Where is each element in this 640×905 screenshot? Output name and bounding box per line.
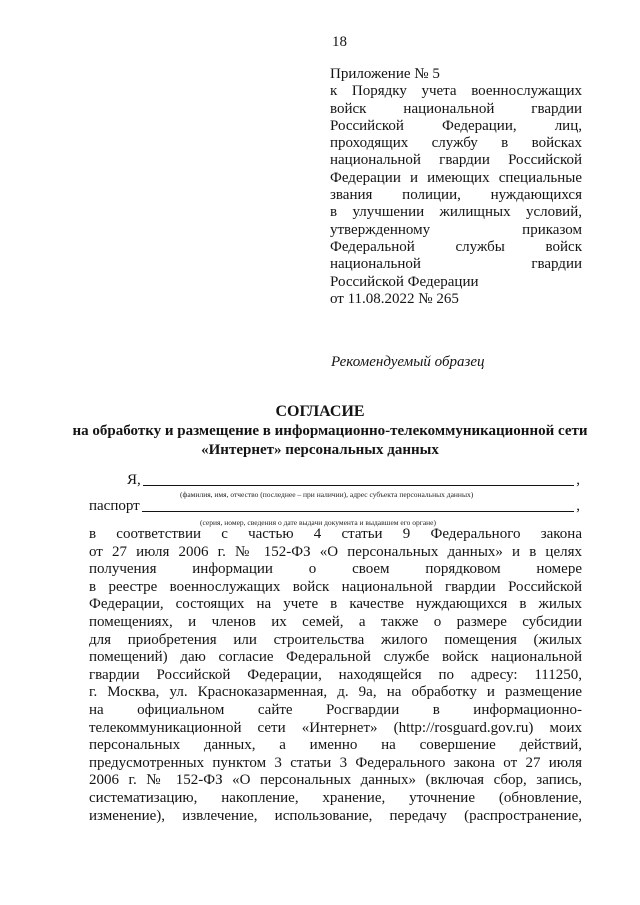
body-line: помещениях, и членов их семей, а также о размере субсидии [89, 613, 582, 630]
sample-label: Рекомендуемый образец [331, 354, 485, 370]
appendix-line: к Порядку учета военнослужащих [330, 83, 582, 100]
body-line: от 27 июля 2006 г. № 152-ФЗ «О персональных данных» и в целях [89, 543, 582, 560]
body-line: на официальном сайте Росгвардии в информационно- [89, 701, 582, 718]
appendix-line: утвержденному приказом [330, 221, 582, 238]
appendix-line: в улучшении жилищных условий, [330, 204, 582, 221]
passport-field-end: , [576, 498, 580, 514]
body-line: телекоммуникационной сети «Интернет» (http://rosguard.gov.ru) моих [89, 719, 582, 736]
appendix-line: войск национальной гвардии [330, 100, 582, 117]
body-line: систематизацию, накопление, хранение, уточнение (обновление, [89, 789, 582, 806]
passport-field-label: паспорт [89, 498, 140, 514]
body-line: получения информации о своем порядковом номере [89, 561, 582, 578]
appendix-line: звания полиции, нуждающихся [330, 187, 582, 204]
appendix-line: национальной гвардии [330, 256, 582, 273]
body-line: для приобретения или строительства жилого помещения (жилых [89, 631, 582, 648]
name-field-end: , [576, 472, 580, 488]
appendix-line: Федерации и имеющих специальные [330, 169, 582, 186]
body-line: Федерации, состоящих на учете в качестве нуждающихся в жилых [89, 596, 582, 613]
appendix-line: Российской Федерации [330, 273, 479, 290]
name-field-line[interactable] [143, 471, 574, 486]
page-number: 18 [332, 34, 347, 50]
body-line: гвардии Российской Федерации, находящейся по адресу: 111250, [89, 666, 582, 683]
body-line: предусмотренных пунктом 3 статьи 3 Федерального закона от 27 июля [89, 754, 582, 771]
appendix-line: проходящих службу в войсках [330, 135, 582, 152]
appendix-line: национальной гвардии Российской [330, 152, 582, 169]
appendix-line: Приложение № 5 [330, 66, 440, 82]
body-line: в реестре военнослужащих войск национальной гвардии Российской [89, 578, 582, 595]
body-line: изменение), извлечение, использование, передачу (распространение, [89, 807, 582, 824]
passport-field-row [89, 497, 580, 515]
appendix-line: Федеральной службы войск [330, 238, 582, 255]
body-line: в соответствии с частью 4 статьи 9 Федерального закона [89, 526, 582, 542]
name-field-hint: (фамилия, имя, отчество (последнее – при наличии), адрес субъекта персональных данных) [180, 490, 474, 499]
name-field-row [127, 471, 580, 489]
body-line: г. Москва, ул. Красноказарменная, д. 9а, на обработку и размещение [89, 684, 582, 701]
passport-field-hint: (серия, номер, сведения о дате выдачи документа и выдавшем его органе) [200, 518, 436, 527]
document-title: СОГЛАСИЕ [275, 403, 365, 420]
consent-body [89, 526, 582, 825]
document-subtitle: на обработку и размещение в информационно-телекоммуникационной сети [72, 423, 588, 439]
appendix-header [330, 66, 582, 308]
name-field-label: Я, [127, 472, 141, 488]
body-line: персональных данных, а именно на совершение действий, [89, 737, 582, 754]
passport-field-line[interactable] [142, 497, 575, 512]
body-line: 2006 г. № 152-ФЗ «О персональных данных» (включая сбор, запись, [89, 772, 582, 789]
appendix-line: Российской Федерации, лиц, [330, 117, 582, 134]
body-line: помещений) даю согласие Федеральной службе войск национальной [89, 649, 582, 666]
appendix-line: от 11.08.2022 № 265 [330, 290, 459, 307]
document-subtitle-2: «Интернет» персональных данных [201, 442, 439, 458]
